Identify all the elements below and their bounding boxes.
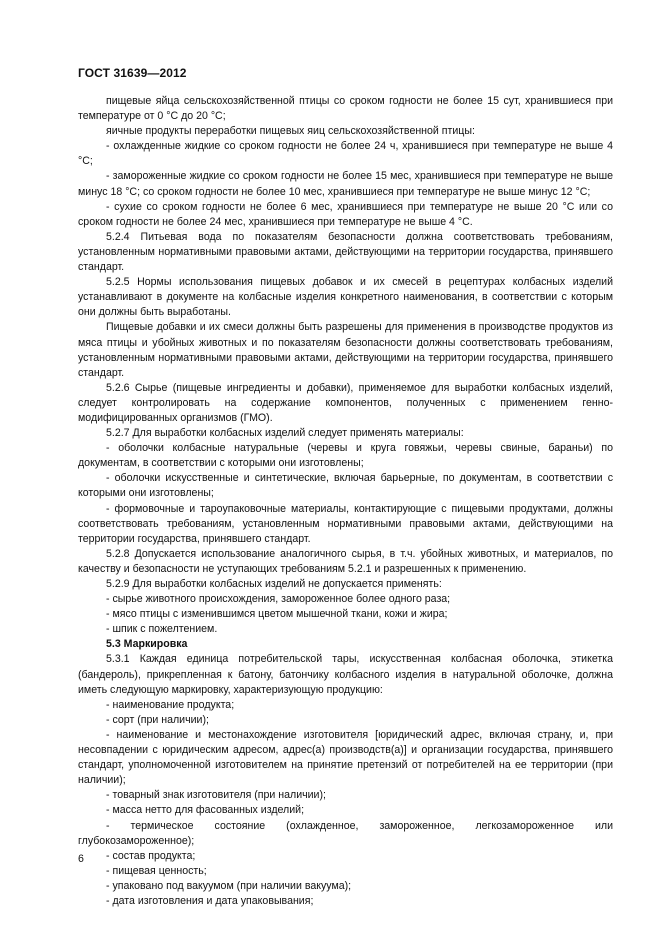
body-block-5-2 [78,94,613,637]
paragraph: 5.2.4 Питьевая вода по показателям безопасности должна соответствовать требованиям, установленным нормативными правовыми актами, действующими на территории государства, принявшего стандарт. [78,230,613,274]
paragraph: - сорт (при наличии); [106,713,209,726]
paragraph: - шпик с пожелтением. [106,623,218,636]
paragraph: - мясо птицы с изменившимся цветом мышечной ткани, кожи и жира; [106,608,448,621]
paragraph: - охлажденные жидкие со сроком годности не более 24 ч, хранившиеся при температуре не выше 4 °С; [78,140,613,168]
paragraph: 5.2.7 Для выработки колбасных изделий следует применять материалы: [106,427,464,440]
paragraph: - масса нетто для фасованных изделий; [106,804,305,817]
paragraph: 5.2.6 Сырье (пищевые ингредиенты и добавки), применяемое для выработки колбасных изделий, следует контролировать на содержание компонентов, полученных с применением генно-модифицированных организмов (ГМО). [78,381,613,424]
paragraph: - наименование продукта; [106,698,235,711]
paragraph: - дата изготовления и дата упаковывания; [106,894,314,907]
paragraph: 5.3.1 Каждая единица потребительской тары, искусственная колбасная оболочка, этикетка (бандероль), прикрепленная к батону, батончику колбасного изделия в натуральной оболочке, должна иметь следующую маркировку, характеризующую продукцию: [78,653,613,696]
paragraph: 5.2.8 Допускается использование аналогичного сырья, в т.ч. убойных животных, и материалов, по качеству и безопасности не уступающих требованиям 5.2.1 и разрешенных к применению. [78,547,613,575]
paragraph: - пищевая ценность; [106,864,207,877]
paragraph: - формовочные и тароупаковочные материалы, контактирующие с пищевыми продуктами, должны соответствовать требованиям, установленным нормативными правовыми актами, действующими на территории государства, принявшего стандарт. [78,502,613,545]
document-body [78,94,613,909]
section-heading: 5.3 Маркировка [106,638,188,651]
paragraph: - оболочки колбасные натуральные (черевы и круга говяжьи, черевы свиные, бараньи) по документам, в соответствии с которыми они изготовлены; [78,442,613,470]
paragraph: - упаковано под вакуумом (при наличии вакуума); [106,879,352,892]
paragraph: 5.2.9 Для выработки колбасных изделий не допускается применять: [106,578,442,590]
page-number: 6 [78,853,84,865]
paragraph: - оболочки искусственные и синтетические, включая барьерные, по документам, в соответствии с которыми они изготовлены; [78,472,613,500]
paragraph: пищевые яйца сельскохозяйственной птицы со сроком годности не более 15 сут, хранившиеся при температуре от 0 °С до 20 °С; [78,95,613,123]
paragraph: - замороженные жидкие со сроком годности не более 15 мес, хранившиеся при температуре не выше минус 18 °С; со сроком годности не более 10 мес, хранившиеся при температуре не выше минус 12 °С; [78,170,613,198]
paragraph: 5.2.5 Нормы использования пищевых добавок и их смесей в рецептурах колбасных изделий устанавливают в документе на колбасные изделия конкретного наименования, в соответствии с которым они должны быть выработаны. [78,276,613,319]
document-header: ГОСТ 31639—2012 [78,66,187,80]
paragraph: - сухие со сроком годности не более 6 мес, хранившиеся при температуре не выше 20 °С или со сроком годности не более 24 мес, хранившиеся при температуре не выше 4 °С. [78,200,613,228]
paragraph: - состав продукта; [106,849,196,862]
paragraph: Пищевые добавки и их смеси должны быть разрешены для применения в производстве продуктов из мяса птицы и убойных животных и по показателям безопасности должны соответствовать требованиям, установленным нормативными правовыми актами, действующими на территории государства, принявшего стандарт. [78,321,613,379]
paragraph: - товарный знак изготовителя (при наличии); [106,789,326,802]
paragraph: яичные продукты переработки пищевых яиц сельскохозяйственной птицы: [106,125,475,138]
paragraph: - сырье животного происхождения, замороженное более одного раза; [106,593,451,606]
paragraph: - наименование и местонахождение изготовителя [юридический адрес, включая страну, и, при несовпадении с юридическим адресом, адрес(а) производств(а)] и организации государства, принявшего стандарт, уполномоченной изготовителем на принятие претензий от потребителей на ее территории (при наличии); [78,728,613,787]
paragraph: - термическое состояние (охлажденное, замороженное, легкозамороженное или глубокозамороженное); [78,819,613,847]
body-block-5-3 [78,652,613,909]
